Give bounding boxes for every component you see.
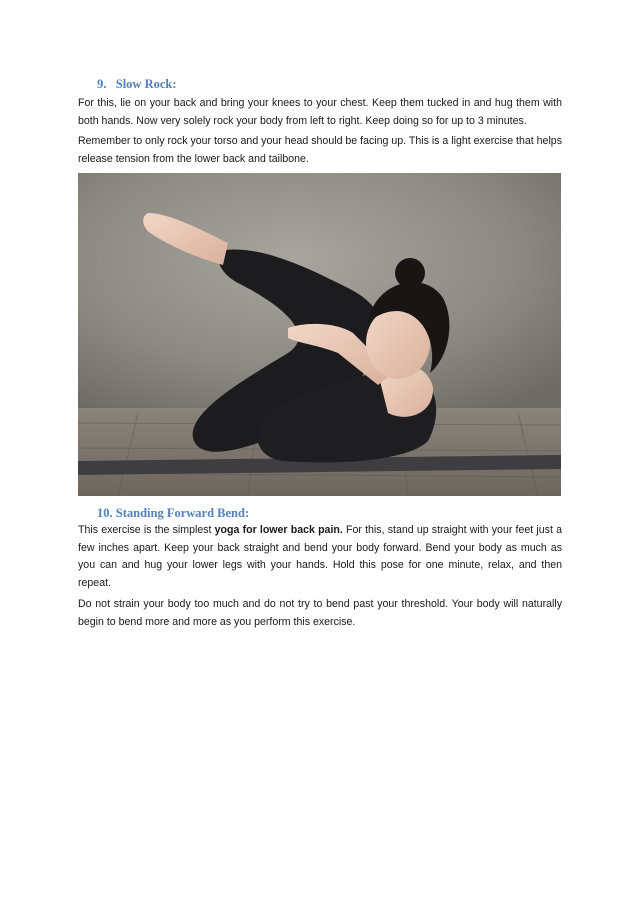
section-9-title: Slow Rock: xyxy=(115,77,177,91)
paragraph-1-bold-phrase: yoga for lower back pain. xyxy=(214,524,343,536)
section-9-number: 9. xyxy=(97,77,107,91)
section-10-title: Standing Forward Bend: xyxy=(115,506,250,520)
section-9-heading xyxy=(97,77,177,92)
section-10-number: 10. xyxy=(97,506,113,520)
section-9-paragraph-1: For this, lie on your back and bring your knees to your chest. Keep them tucked in and hug them with both hands. Now very solely rock your body from left to right. Keep doing so for up to 3 minutes. xyxy=(78,97,562,127)
section-10-paragraph-1 xyxy=(78,522,562,592)
section-10-heading xyxy=(97,506,249,521)
yoga-pose-illustration xyxy=(78,173,561,496)
section-10-paragraph-2: Do not strain your body too much and do not try to bend past your threshold. Your body will naturally begin to bend more and more as you perform this exercise. xyxy=(78,598,562,628)
paragraph-1-text-start: This exercise is the simplest xyxy=(78,524,215,536)
yoga-pose-photo xyxy=(78,173,561,496)
section-9-paragraph-2: Remember to only rock your torso and your head should be facing up. This is a light exercise that helps release tension from the lower back and tailbone. xyxy=(78,135,562,165)
paragraph-1-text-end: For this, stand up straight with your feet just a few inches apart. Keep your back straight and bend your body forward. Bend your body as much as you can and hug your lower legs with your hands. Hold this pose for one minute, relax, and then repeat. xyxy=(78,524,562,589)
